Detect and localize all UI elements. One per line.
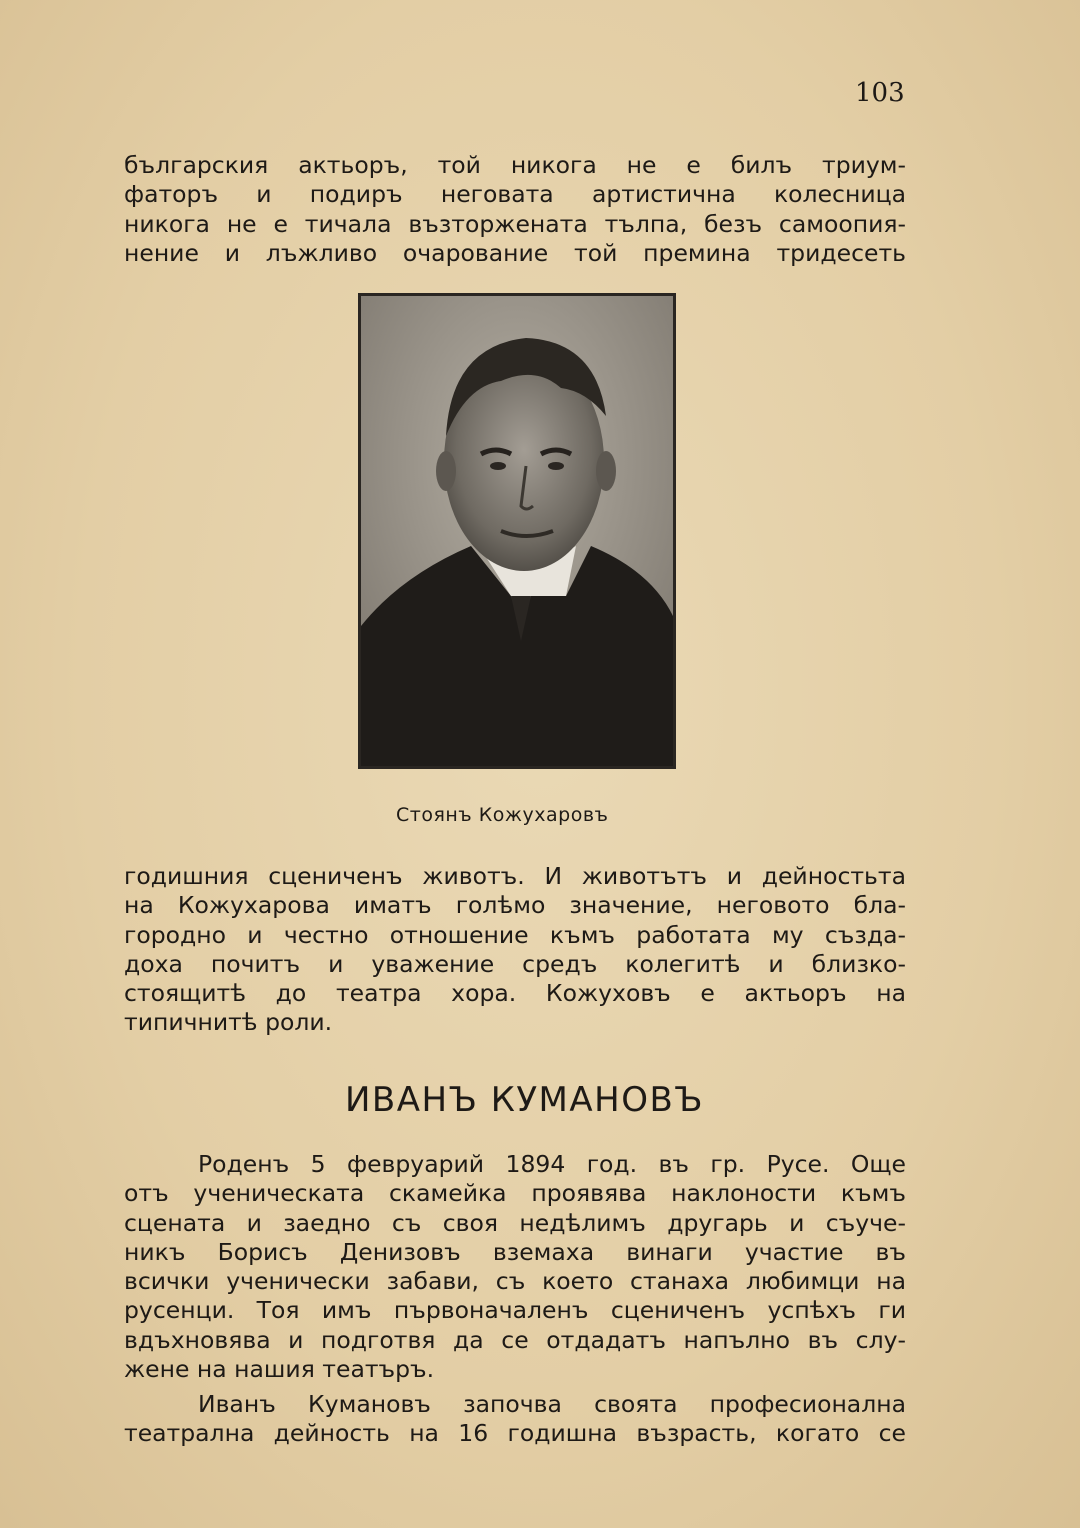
text-line: фаторъ и подиръ неговата артистична колесница — [124, 180, 906, 209]
portrait-photo — [358, 293, 676, 769]
text-line: никога не е тичала възторжената тълпа, безъ самоопия- — [124, 209, 906, 238]
text-line: русенци. Тоя имъ първоначаленъ сцениченъ успѣхъ ги — [124, 1296, 906, 1325]
paragraph-career — [124, 1390, 906, 1449]
paragraph-intro — [124, 151, 906, 268]
text-line: городно и честно отношение къмъ работата му създа- — [124, 920, 906, 949]
text-line: нение и лъжливо очарование той премина тридесеть — [124, 238, 906, 267]
paragraph-biography — [124, 1150, 906, 1384]
text-line: годишния сцениченъ животъ. И животътъ и дейностьта — [124, 862, 906, 890]
text-line: Роденъ 5 февруарий 1894 год. въ гр. Русе. Още — [198, 1150, 906, 1178]
text-line: отъ ученическата скамейка проявява наклоности къмъ — [124, 1179, 906, 1208]
text-line: типичнитѣ роли. — [124, 1008, 333, 1037]
text-line: българския актьоръ, той никога не е билъ триум- — [124, 151, 906, 179]
text-line: жене на нашия театъръ. — [124, 1355, 435, 1384]
paragraph-continuation — [124, 862, 906, 1038]
text-line: доха почитъ и уважение средъ колегитѣ и близко- — [124, 949, 906, 978]
text-line: всички ученически забави, съ което станаха любимци на — [124, 1267, 906, 1296]
text-line: вдъхновява и подготвя да се отдадатъ напълно въ слу- — [124, 1325, 906, 1354]
portrait-image — [361, 296, 673, 766]
text-line: Иванъ Кумановъ започва своята професионална — [198, 1390, 906, 1418]
section-heading: ИВАНЪ КУМАНОВЪ — [345, 1080, 705, 1120]
text-line: никъ Борисъ Денизовъ вземаха винаги участие въ — [124, 1237, 906, 1266]
text-line: театрална дейность на 16 годишна възрасть, когато се — [124, 1419, 906, 1448]
text-line: на Кожухарова иматъ голѣмо значение, неговото бла- — [124, 891, 906, 920]
page-number: 103 — [855, 78, 905, 108]
text-line: стоящитѣ до театра хора. Кожуховъ е актьоръ на — [124, 979, 906, 1008]
text-line: сцената и заедно съ своя недѣлимъ другарь и съуче- — [124, 1208, 906, 1237]
photo-caption: Стоянъ Кожухаровъ — [396, 804, 609, 826]
